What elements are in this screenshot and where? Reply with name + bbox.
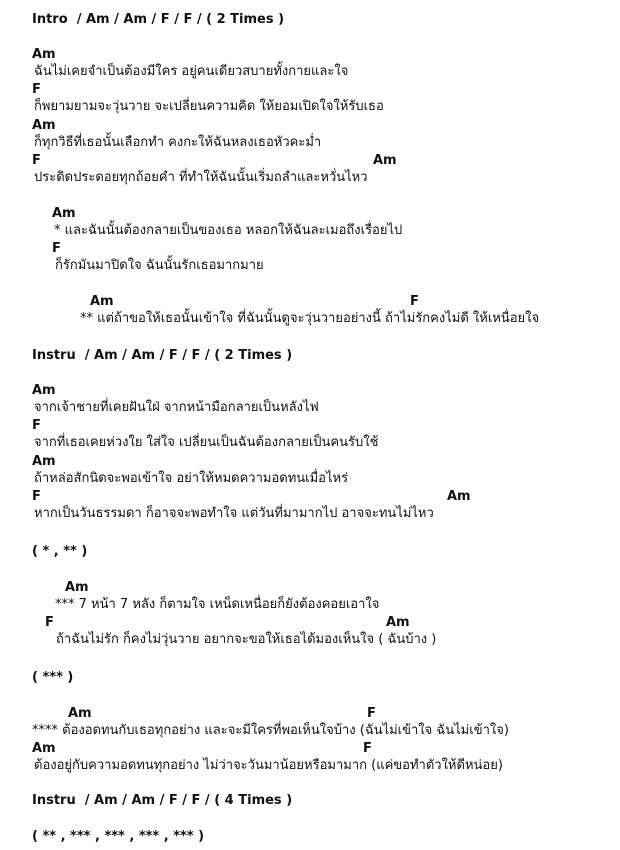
chord: Am: [32, 741, 56, 756]
chord: Am: [52, 206, 76, 221]
lyric-line: ฉันไม่เคยจำเป็นต้องมีใคร อยู่คนเดียวสบายทั้งกายและใจ: [34, 64, 349, 79]
chord: F: [45, 615, 54, 630]
chord: Am: [32, 383, 56, 398]
lyric-line: ถ้าหล่อสักนิดจะพอเข้าใจ อย่าให้หมดความอดทนเมื่อไหร่: [34, 471, 349, 486]
intro-line: Intro / Am / Am / F / F / ( 2 Times ): [32, 12, 285, 27]
chord: F: [52, 241, 61, 256]
chord: Am: [32, 454, 56, 469]
chord: F: [363, 741, 372, 756]
lyric-line: **** ต้องอดทนกับเธอทุกอย่าง และจะมีใครที่พอเห็นใจบ้าง (ฉันไม่เข้าใจ ฉันไม่เข้าใจ): [32, 723, 509, 738]
repeat-marker: ( * , ** ): [32, 544, 88, 559]
chord: Am: [386, 615, 410, 630]
lyric-line: ต้องอยู่กับความอดทนทุกอย่าง ไม่ว่าจะวันมาน้อยหรือมามาก (แค่ขอทำตัวให้ดีหน่อย): [34, 758, 503, 773]
chord: Am: [373, 153, 397, 168]
lyric-line: จากที่เธอเคยห่วงใย ใส่ใจ เปลี่ยนเป็นฉันต้องกลายเป็นคนรับใช้: [34, 435, 379, 450]
chord: Am: [447, 489, 471, 504]
chord: Am: [32, 47, 56, 62]
lyric-line: ถ้าฉันไม่รัก ก็คงไม่วุ่นวาย อยากจะขอให้เธอได้มองเห็นใจ ( ฉันบ้าง ): [56, 632, 437, 647]
lyric-line: ก็รักมันมาปิดใจ ฉันนั้นรักเธอมากมาย: [55, 258, 264, 273]
chord: F: [32, 418, 41, 433]
chord: F: [32, 489, 41, 504]
lyric-line: *** 7 หน้า 7 หลัง ก็ตามใจ เหน็ดเหนื่อยก็ยังต้องคอยเอาใจ: [55, 597, 380, 612]
repeat-marker: ( *** ): [32, 670, 74, 685]
chord: F: [32, 82, 41, 97]
lyric-line: ** แต่ถ้าขอให้เธอนั้นเข้าใจ ที่ฉันนั้นดูจะวุ่นวายอย่างนี้ ถ้าไม่รักคงไม่ดี ให้เหนื่อยใจ: [80, 311, 540, 326]
chord: Am: [65, 580, 89, 595]
lyric-line: ก็พยามยามจะวุ่นวาย จะเปลี่ยนความคิด ให้ยอมเปิดใจให้รับเธอ: [34, 99, 384, 114]
chord: Am: [32, 118, 56, 133]
chord: F: [410, 294, 419, 309]
chord: F: [367, 706, 376, 721]
instru-line: Instru / Am / Am / F / F / ( 2 Times ): [32, 348, 293, 363]
lyric-line: ประดิดประดอยทุกถ้อยคำ ที่ทำให้ฉันนั้นเริ่มถลำและหวั่นไหว: [34, 170, 368, 185]
repeat-marker: ( ** , *** , *** , *** , *** ): [32, 829, 205, 844]
chord: Am: [68, 706, 92, 721]
lyric-line: * และฉันนั้นต้องกลายเป็นของเธอ หลอกให้ฉันละเมอถึงเรื่อยไป: [54, 223, 403, 238]
chord: F: [32, 153, 41, 168]
lyric-line: หากเป็นวันธรรมดา ก็อาจจะพอทำใจ แต่วันที่มามากไป อาจจะทนไม่ไหว: [34, 506, 434, 521]
lyric-line: จากเจ้าชายที่เคยฝันใฝ่ จากหน้ามือกลายเป็นหลังไฟ: [34, 400, 319, 415]
instru-line: Instru / Am / Am / F / F / ( 4 Times ): [32, 793, 293, 808]
lyric-line: ก็ทุกวิธีที่เธอนั้นเลือกทำ คงกะให้ฉันหลงเธอหัวคะม่ำ: [34, 135, 322, 150]
chord: Am: [90, 294, 114, 309]
